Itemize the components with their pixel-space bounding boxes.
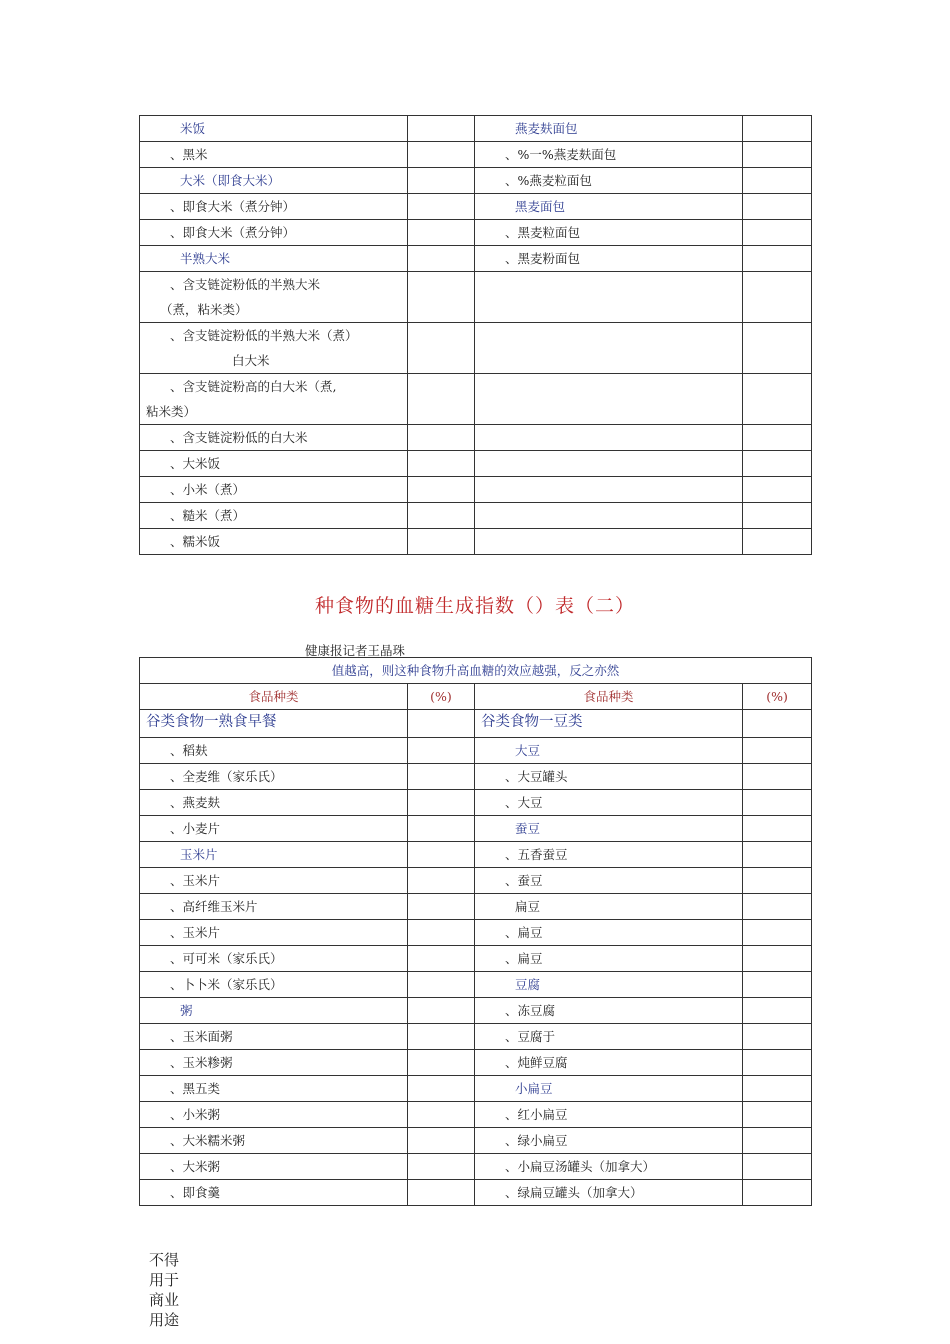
gi-value-cell [743,1076,812,1102]
gi-value-cell [408,323,475,374]
gi-value-cell [408,1128,475,1154]
gi-value-cell [743,220,812,246]
food-name: 粥 [180,1003,193,1018]
food-name: 、大豆罐头 [505,769,568,784]
gi-value-cell [743,425,812,451]
glycemic-table-part2 [139,657,812,1206]
gi-value-cell [743,764,812,790]
food-name-cell [475,529,743,555]
gi-value-cell [743,1128,812,1154]
gi-value-cell [743,168,812,194]
table-row [140,1154,812,1180]
gi-value-cell [408,998,475,1024]
food-name: 、即食大米（煮分钟） [170,199,296,214]
food-name: 、全麦维（家乐氏） [170,769,283,784]
gi-value-cell [743,998,812,1024]
food-name: 大米（即食大米） [180,173,281,188]
gi-value-cell [408,1154,475,1180]
food-name: 、红小扁豆 [505,1107,568,1122]
table-row [140,272,812,323]
footer-line: 用途 [149,1311,180,1329]
gi-value-cell [743,842,812,868]
author-line: 健康报记者王晶珠 [305,643,406,658]
food-name-cell [475,503,743,529]
food-name: 、玉米糁粥 [170,1055,233,1070]
table-row [140,894,812,920]
food-name-line: （煮，粘米类） [160,302,248,317]
column-header-row [140,684,812,710]
food-name: 、蚕豆 [505,873,543,888]
gi-value-cell [743,142,812,168]
gi-value-cell [408,477,475,503]
table-row [140,1024,812,1050]
food-name: 半熟大米 [180,251,231,266]
gi-value-cell [408,116,475,142]
table-row [140,1102,812,1128]
footer-line: 商业 [149,1291,180,1309]
table-row [140,738,812,764]
col-header-food-2: 食品种类 [475,684,743,710]
table-row [140,920,812,946]
gi-value-cell [743,816,812,842]
table-banner: 值越高，则这种食物升高血糖的效应越强，反之亦然 [140,658,812,684]
gi-value-cell [743,920,812,946]
food-name-cell [475,451,743,477]
table-row [140,246,812,272]
food-name: 玉米片 [180,847,218,862]
table-row [140,503,812,529]
food-name: 、扁豆 [505,925,543,940]
food-name: 、玉米片 [170,925,221,940]
gi-value-cell [408,142,475,168]
food-name: 、豆腐于 [505,1029,556,1044]
food-name: 、大米饭 [170,456,221,471]
section-right: 谷类食物一豆类 [481,714,583,730]
food-name: 、五香蚕豆 [505,847,568,862]
food-name: 、%燕麦粒面包 [505,173,592,188]
gi-value-cell [408,425,475,451]
food-name: 、%一%燕麦麸面包 [505,147,617,162]
food-name: 、即食羹 [170,1185,221,1200]
gi-value-cell [408,868,475,894]
gi-value-cell [743,946,812,972]
food-name: 、小扁豆汤罐头（加拿大） [505,1159,656,1174]
col-header-pct: (%) [408,684,475,710]
food-name: 、大米粥 [170,1159,221,1174]
food-name: 、绿小扁豆 [505,1133,568,1148]
gi-value-cell [743,1154,812,1180]
table-row [140,529,812,555]
gi-value-cell [743,738,812,764]
gi-value-cell [743,1180,812,1206]
gi-value-cell [408,946,475,972]
glycemic-table-part1 [139,115,812,555]
food-name: 、含支链淀粉低的白大米 [170,430,308,445]
food-name-line: 、含支链淀粉低的半熟大米 [170,277,321,292]
food-name-cell [475,374,743,425]
food-name-line: 、含支链淀粉高的白大米（煮, [170,379,337,394]
table-row [140,194,812,220]
gi-value-cell [408,816,475,842]
food-name: 、黑麦粉面包 [505,251,581,266]
food-name: 小扁豆 [515,1081,553,1096]
food-name: 、小米粥 [170,1107,221,1122]
gi-value-cell [743,1050,812,1076]
gi-value-cell [743,503,812,529]
gi-value-cell [743,477,812,503]
food-name: 、扁豆 [505,951,543,966]
table-row [140,1128,812,1154]
gi-value-cell [743,894,812,920]
gi-value-cell [408,790,475,816]
gi-value-cell [743,1102,812,1128]
table-row [140,168,812,194]
food-name: 、玉米片 [170,873,221,888]
gi-value-cell [408,529,475,555]
food-name: 、即食大米（煮分钟） [170,225,296,240]
col-header-food: 食品种类 [140,684,408,710]
table2-body [140,658,812,1206]
gi-value-cell [408,503,475,529]
gi-value-cell [743,374,812,425]
food-name: 豆腐 [515,977,541,992]
food-name: 、可可米（家乐氏） [170,951,283,966]
table-row [140,220,812,246]
footer-notice [149,1250,189,1330]
table-title: 种食物的血糖生成指数（）表（二） [314,595,635,617]
food-name: 、高纤维玉米片 [170,899,258,914]
gi-value-cell [743,529,812,555]
table-row [140,1076,812,1102]
table-row [140,998,812,1024]
section-left: 谷类食物一熟食早餐 [146,714,277,730]
gi-value-cell [743,1024,812,1050]
gi-value-cell [408,1180,475,1206]
food-name: 、大米糯米粥 [170,1133,246,1148]
gi-value-cell [408,842,475,868]
footer-line: 不得 [149,1251,180,1269]
table-row [140,842,812,868]
gi-value-cell [743,790,812,816]
food-name: 、炖鲜豆腐 [505,1055,568,1070]
gi-value-cell [743,246,812,272]
table-row [140,323,812,374]
gi-value-cell [743,272,812,323]
gi-value-cell [408,920,475,946]
gi-value-cell [743,116,812,142]
gi-value-cell [408,374,475,425]
gi-value-cell [743,972,812,998]
food-name: 、稻麸 [170,743,208,758]
table-row [140,790,812,816]
table-row [140,142,812,168]
table-row [140,946,812,972]
food-name: 、糙米（煮） [170,508,246,523]
food-name-line: 、含支链淀粉低的半熟大米（煮） [170,328,358,343]
table-row [140,1050,812,1076]
gi-value-cell [408,1076,475,1102]
gi-value-cell [408,451,475,477]
food-name: 黑麦面包 [515,199,566,214]
food-name-cell [475,323,743,374]
table-row [140,374,812,425]
table1-body [140,116,812,555]
food-name: 米饭 [180,121,206,136]
table-row [140,1180,812,1206]
food-name: 、黑麦粒面包 [505,225,581,240]
food-name: 大豆 [515,743,541,758]
gi-value-cell [408,220,475,246]
table-row [140,451,812,477]
food-name: 、黑米 [170,147,208,162]
gi-value-cell [408,194,475,220]
table-row [140,477,812,503]
gi-value-cell [743,868,812,894]
food-name: 、燕麦麸 [170,795,221,810]
food-name: 、卜卜米（家乐氏） [170,977,283,992]
section-header-row [140,710,812,738]
gi-value-cell [408,764,475,790]
table-row [140,816,812,842]
gi-value-cell [408,894,475,920]
gi-value-cell [408,168,475,194]
food-name: 、绿扁豆罐头（加拿大） [505,1185,643,1200]
food-name: 、黑五类 [170,1081,221,1096]
gi-value-cell [743,451,812,477]
food-name-cell [475,425,743,451]
food-name: 蚕豆 [515,821,541,836]
food-name: 、玉米面粥 [170,1029,233,1044]
gi-value-cell [408,1050,475,1076]
food-name: 、小麦片 [170,821,221,836]
food-name: 燕麦麸面包 [515,121,578,136]
gi-value-cell [408,246,475,272]
table-row [140,972,812,998]
food-name: 、大豆 [505,795,543,810]
food-name: 、冻豆腐 [505,1003,556,1018]
food-name: 、糯米饭 [170,534,221,549]
gi-value-cell [408,272,475,323]
banner-row [140,658,812,684]
table-row [140,868,812,894]
food-name-cell [475,272,743,323]
gi-value-cell [408,1024,475,1050]
gi-value-cell [743,323,812,374]
table-row [140,764,812,790]
food-name: 扁豆 [515,899,541,914]
gi-value-cell [743,194,812,220]
footer-line: 用于 [149,1271,180,1289]
table-row [140,425,812,451]
food-name-line: 白大米 [232,353,270,368]
food-name: 、小米（煮） [170,482,246,497]
gi-value-cell [408,1102,475,1128]
gi-value-cell [408,972,475,998]
food-name-cell [475,477,743,503]
table-row [140,116,812,142]
col-header-pct-2: (%) [743,684,812,710]
food-name-line: 粘米类） [146,404,197,419]
gi-value-cell [408,738,475,764]
